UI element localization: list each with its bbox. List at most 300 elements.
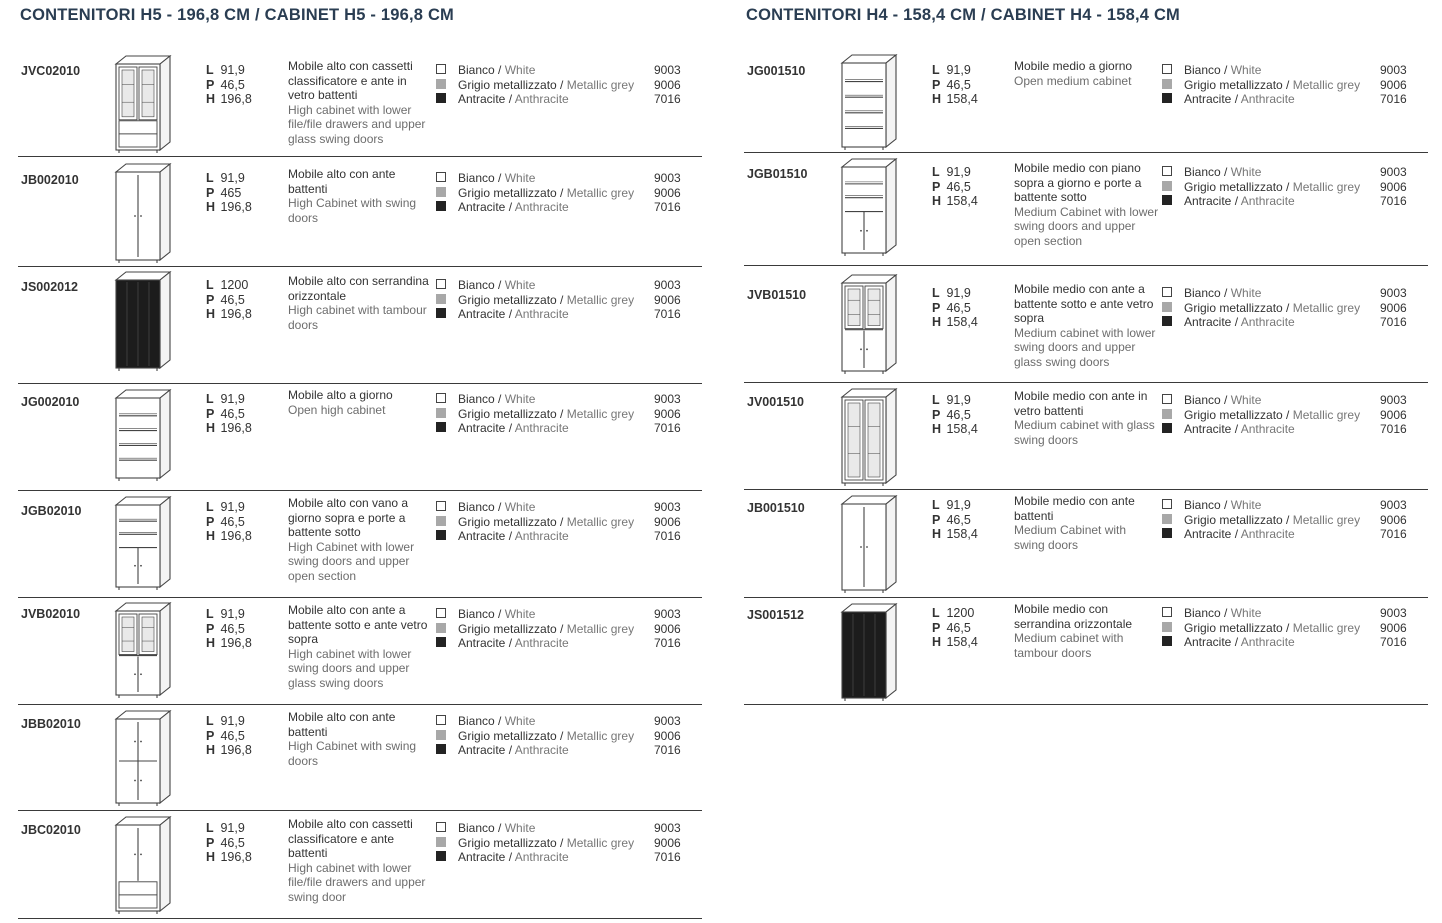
finish-option: Grigio metallizzato / Metallic grey 9006 — [1162, 621, 1422, 636]
cabinet-open-upper-doors-lower-icon — [114, 495, 176, 591]
dimension-width: L 91,9 — [206, 714, 245, 728]
finish-name-en: Anthracite — [514, 421, 569, 436]
description-it: Mobile medio con serrandina orizzontale — [1014, 602, 1133, 631]
cabinet-tambour-icon — [840, 602, 902, 702]
finish-ral-code: 9003 — [654, 392, 681, 406]
dimension-height: H 158,4 — [932, 315, 978, 330]
finish-name-en: Metallic grey — [566, 835, 635, 850]
finish-name-it: Antracite — [1184, 315, 1232, 330]
finish-ral-code: 7016 — [1380, 527, 1407, 542]
finish-ral-code: 7016 — [654, 307, 681, 322]
finish-name-it: Bianco — [458, 63, 495, 77]
finish-name-en: Metallic grey — [566, 292, 635, 307]
finish-name-it: Grigio metallizzato — [458, 835, 557, 850]
finish-option: Antracite / Anthracite 7016 — [1162, 635, 1422, 650]
product-code: JG001510 — [747, 64, 806, 78]
dimensions — [206, 63, 252, 107]
product-code: JS001512 — [747, 608, 805, 622]
product-code: JGB01510 — [747, 167, 808, 181]
product-row — [18, 384, 702, 491]
description-it: Mobile alto con ante a battente sotto e ante vetro sopra — [288, 603, 428, 647]
finish-name-it: Antracite — [458, 850, 506, 865]
product-code: JV001510 — [747, 395, 805, 409]
finish-ral-code: 7016 — [1380, 92, 1407, 107]
finish-ral-code: 9003 — [654, 500, 681, 514]
row-divider — [18, 918, 702, 920]
finish-name-it: Grigio metallizzato — [1184, 300, 1283, 315]
section-title: CONTENITORI H5 - 196,8 CM / CABINET H5 - 196,8 CM — [20, 6, 454, 24]
dimension-depth: P 46,5 — [932, 300, 971, 315]
color-swatch — [1162, 394, 1172, 404]
finish-name-en: Metallic grey — [566, 514, 635, 529]
finish-list — [1162, 393, 1422, 437]
finish-name-it: Grigio metallizzato — [1184, 512, 1283, 527]
finish-name-it: Antracite — [458, 307, 506, 322]
description-en: Medium Cabinet with lower swing doors and upper open section — [1014, 204, 1159, 248]
cabinet-swing-doors-icon — [114, 162, 176, 264]
dimension-width: L 91,9 — [932, 286, 971, 300]
finish-option: Antracite / Anthracite 7016 — [1162, 315, 1422, 330]
finish-name-en: Metallic grey — [566, 406, 635, 421]
finish-ral-code: 9003 — [1380, 606, 1407, 620]
dimension-height: H 158,4 — [932, 527, 978, 542]
finish-ral-code: 9003 — [1380, 498, 1407, 512]
finish-option: Grigio metallizzato / Metallic grey 9006 — [1162, 408, 1422, 423]
finish-name-it: Grigio metallizzato — [458, 621, 557, 636]
finish-name-it: Grigio metallizzato — [458, 185, 557, 200]
product-row — [18, 811, 702, 919]
finish-option: Bianco / White 9003 — [436, 821, 696, 836]
finish-ral-code: 7016 — [654, 636, 681, 651]
dimension-height: H 158,4 — [932, 194, 978, 209]
product-row — [18, 705, 702, 811]
dimension-depth: P 46,5 — [206, 292, 245, 307]
finish-ral-code: 7016 — [654, 850, 681, 865]
finish-ral-code: 9006 — [1380, 300, 1407, 315]
finish-name-en: Metallic grey — [1292, 512, 1361, 527]
finish-ral-code: 7016 — [1380, 635, 1407, 650]
finish-list — [1162, 165, 1422, 209]
finish-option: Grigio metallizzato / Metallic grey 9006 — [436, 836, 696, 851]
color-swatch — [436, 837, 446, 847]
finish-list — [436, 500, 696, 544]
dimension-width: L 91,9 — [932, 63, 971, 77]
dimension-height: H 196,8 — [206, 200, 252, 215]
product-code: JS002012 — [21, 280, 79, 294]
finish-option: Bianco / White 9003 — [1162, 165, 1422, 180]
description-it: Mobile alto con ante battenti — [288, 710, 396, 739]
dimension-height: H 158,4 — [932, 422, 978, 437]
finish-name-en: Anthracite — [514, 743, 569, 758]
cabinet-open-shelves-icon — [840, 53, 902, 151]
finish-option: Grigio metallizzato / Metallic grey 9006 — [1162, 78, 1422, 93]
finish-name-en: Anthracite — [1240, 194, 1295, 209]
product-description — [1014, 161, 1160, 249]
color-swatch — [1162, 636, 1172, 646]
dimension-height: H 196,8 — [206, 529, 252, 544]
finish-name-en: Anthracite — [1240, 315, 1295, 330]
dimensions — [932, 165, 978, 209]
finish-name-it: Antracite — [1184, 92, 1232, 107]
dimensions — [932, 63, 978, 107]
product-code: JB002010 — [21, 173, 79, 187]
finish-option: Bianco / White 9003 — [1162, 286, 1422, 301]
finish-ral-code: 9006 — [1380, 77, 1407, 92]
description-it: Mobile medio a giorno — [1014, 59, 1133, 73]
dimension-height: H 196,8 — [206, 421, 252, 436]
color-swatch — [1162, 64, 1172, 74]
product-code: JGB02010 — [21, 504, 82, 518]
color-swatch — [436, 516, 446, 526]
color-swatch — [1162, 607, 1172, 617]
finish-list — [1162, 498, 1422, 542]
color-swatch — [1162, 528, 1172, 538]
finish-name-it: Bianco — [1184, 63, 1221, 77]
color-swatch — [436, 393, 446, 403]
finish-name-en: Metallic grey — [1292, 77, 1361, 92]
finish-name-en: Anthracite — [514, 529, 569, 544]
description-it: Mobile medio con ante battenti — [1014, 494, 1135, 523]
dimensions — [206, 392, 252, 436]
color-swatch — [1162, 166, 1172, 176]
product-description — [288, 388, 434, 417]
product-code: JG002010 — [21, 395, 80, 409]
finish-name-it: Antracite — [1184, 422, 1232, 437]
finish-ral-code: 7016 — [654, 92, 681, 107]
color-swatch — [1162, 181, 1172, 191]
color-swatch — [436, 501, 446, 511]
finish-option: Bianco / White 9003 — [436, 278, 696, 293]
finish-ral-code: 7016 — [654, 529, 681, 544]
product-description — [1014, 59, 1160, 88]
finish-ral-code: 9003 — [654, 714, 681, 728]
finish-name-en: White — [1230, 286, 1262, 300]
color-swatch — [436, 822, 446, 832]
finish-option: Grigio metallizzato / Metallic grey 9006 — [436, 515, 696, 530]
row-divider — [744, 704, 1428, 706]
finish-option: Antracite / Anthracite 7016 — [436, 529, 696, 544]
cabinet-open-shelves-icon — [114, 388, 176, 482]
description-it: Mobile medio con ante in vetro battenti — [1014, 389, 1148, 418]
finish-option: Grigio metallizzato / Metallic grey 9006 — [436, 407, 696, 422]
finish-option: Antracite / Anthracite 7016 — [436, 421, 696, 436]
finish-name-en: Metallic grey — [1292, 407, 1361, 422]
dimension-width: L 91,9 — [206, 821, 245, 835]
product-row — [18, 598, 702, 705]
color-swatch — [436, 187, 446, 197]
description-en: Open medium cabinet — [1014, 73, 1132, 88]
finish-name-it: Antracite — [1184, 527, 1232, 542]
finish-name-en: Metallic grey — [1292, 300, 1361, 315]
finish-ral-code: 9006 — [1380, 620, 1407, 635]
finish-name-en: White — [504, 821, 536, 835]
color-swatch — [436, 408, 446, 418]
finish-ral-code: 9006 — [654, 292, 681, 307]
finish-name-en: Anthracite — [514, 850, 569, 865]
finish-name-it: Antracite — [458, 636, 506, 651]
finish-ral-code: 9006 — [654, 406, 681, 421]
finish-option: Bianco / White 9003 — [1162, 606, 1422, 621]
finish-name-it: Grigio metallizzato — [1184, 407, 1283, 422]
dimension-height: H 158,4 — [932, 635, 978, 650]
finish-option: Grigio metallizzato / Metallic grey 9006 — [1162, 301, 1422, 316]
dimensions — [206, 714, 252, 758]
finish-option: Bianco / White 9003 — [436, 500, 696, 515]
dimensions — [206, 171, 252, 215]
cabinet-doors-drawers-icon — [114, 815, 176, 915]
finish-ral-code: 7016 — [654, 743, 681, 758]
finish-name-en: Anthracite — [514, 636, 569, 651]
color-swatch — [1162, 287, 1172, 297]
finish-list — [1162, 606, 1422, 650]
product-code: JBC02010 — [21, 823, 81, 837]
dimension-width: L 91,9 — [932, 393, 971, 407]
color-swatch — [436, 530, 446, 540]
cabinet-double-swing-doors-icon — [114, 709, 176, 807]
dimension-width: L 91,9 — [206, 171, 245, 185]
finish-name-en: White — [504, 63, 536, 77]
color-swatch — [1162, 499, 1172, 509]
finish-name-en: Anthracite — [1240, 635, 1295, 650]
product-description — [1014, 389, 1160, 447]
finish-name-it: Antracite — [458, 743, 506, 758]
product-description — [288, 274, 434, 332]
color-swatch — [1162, 195, 1172, 205]
finish-option: Antracite / Anthracite 7016 — [436, 850, 696, 865]
dimensions — [932, 286, 978, 330]
finish-name-it: Grigio metallizzato — [458, 728, 557, 743]
finish-name-it: Grigio metallizzato — [458, 292, 557, 307]
section-title: CONTENITORI H4 - 158,4 CM / CABINET H4 - 158,4 CM — [746, 6, 1180, 24]
color-swatch — [1162, 302, 1172, 312]
dimension-depth: P 46,5 — [206, 406, 245, 421]
finish-ral-code: 9006 — [654, 728, 681, 743]
cabinet-tambour-icon — [114, 270, 176, 372]
product-code: JVC02010 — [21, 64, 81, 78]
dimensions — [206, 607, 252, 651]
finish-ral-code: 9003 — [654, 171, 681, 185]
dimensions — [932, 393, 978, 437]
finish-ral-code: 7016 — [654, 200, 681, 215]
finish-name-it: Bianco — [458, 171, 495, 185]
finish-option: Grigio metallizzato / Metallic grey 9006 — [1162, 180, 1422, 195]
finish-option: Grigio metallizzato / Metallic grey 9006 — [1162, 513, 1422, 528]
description-it: Mobile alto con ante battenti — [288, 167, 396, 196]
finish-name-it: Bianco — [1184, 165, 1221, 179]
finish-option: Antracite / Anthracite 7016 — [436, 636, 696, 651]
finish-name-it: Bianco — [1184, 393, 1221, 407]
finish-ral-code: 9003 — [1380, 165, 1407, 179]
finish-name-it: Bianco — [458, 278, 495, 292]
finish-name-it: Bianco — [458, 500, 495, 514]
dimension-width: L 91,9 — [206, 392, 245, 406]
dimension-depth: P 46,5 — [206, 514, 245, 529]
description-it: Mobile medio con ante a battente sotto e ante vetro sopra — [1014, 282, 1154, 326]
cabinet-open-upper-doors-lower-icon — [840, 157, 902, 257]
finish-name-en: Metallic grey — [566, 185, 635, 200]
dimension-depth: P 46,5 — [932, 179, 971, 194]
dimension-height: H 196,8 — [206, 307, 252, 322]
finish-name-en: White — [504, 607, 536, 621]
dimension-depth: P 465 — [206, 185, 242, 200]
product-description — [288, 710, 434, 768]
finish-name-en: White — [1230, 165, 1262, 179]
description-en: High cabinet with tambour doors — [288, 303, 427, 332]
dimension-width: L 91,9 — [932, 165, 971, 179]
product-description — [288, 496, 434, 584]
dimension-depth: P 46,5 — [206, 621, 245, 636]
description-it: Mobile alto a giorno — [288, 388, 393, 402]
finish-name-it: Antracite — [1184, 194, 1232, 209]
finish-name-it: Bianco — [458, 392, 495, 406]
color-swatch — [1162, 93, 1172, 103]
finish-list — [436, 821, 696, 865]
finish-option: Bianco / White 9003 — [436, 63, 696, 78]
finish-ral-code: 7016 — [1380, 422, 1407, 437]
product-description — [1014, 602, 1160, 660]
cabinet-glass-upper-doors-lower-icon — [840, 273, 902, 375]
dimensions — [206, 278, 252, 322]
finish-option: Bianco / White 9003 — [436, 392, 696, 407]
product-description — [288, 603, 434, 691]
description-en: Open high cabinet — [288, 402, 386, 417]
finish-name-it: Bianco — [1184, 286, 1221, 300]
finish-name-en: White — [1230, 498, 1262, 512]
description-en: High Cabinet with swing doors — [288, 739, 417, 768]
dimension-depth: P 46,5 — [206, 77, 245, 92]
description-en: High cabinet with lower file/file drawers and upper glass swing doors — [288, 102, 426, 146]
dimension-depth: P 46,5 — [932, 407, 971, 422]
description-en: Medium cabinet with tambour doors — [1014, 631, 1124, 660]
color-swatch — [436, 201, 446, 211]
finish-name-it: Grigio metallizzato — [1184, 77, 1283, 92]
finish-option: Antracite / Anthracite 7016 — [1162, 422, 1422, 437]
product-row — [744, 598, 1428, 705]
finish-option: Antracite / Anthracite 7016 — [436, 200, 696, 215]
finish-name-it: Grigio metallizzato — [1184, 179, 1283, 194]
finish-option: Grigio metallizzato / Metallic grey 9006 — [436, 293, 696, 308]
color-swatch — [436, 637, 446, 647]
finish-name-en: Metallic grey — [1292, 179, 1361, 194]
finish-name-en: White — [504, 500, 536, 514]
finish-option: Bianco / White 9003 — [436, 607, 696, 622]
finish-ral-code: 9003 — [654, 278, 681, 292]
finish-option: Bianco / White 9003 — [1162, 63, 1422, 78]
finish-list — [436, 278, 696, 322]
finish-ral-code: 7016 — [1380, 315, 1407, 330]
finish-name-it: Grigio metallizzato — [458, 514, 557, 529]
finish-name-en: Anthracite — [514, 200, 569, 215]
description-it: Mobile medio con piano sopra a giorno e porte a battente sotto — [1014, 161, 1142, 205]
color-swatch — [436, 172, 446, 182]
color-swatch — [436, 608, 446, 618]
product-row — [18, 491, 702, 598]
dimension-width: L 91,9 — [206, 63, 245, 77]
finish-name-it: Bianco — [1184, 606, 1221, 620]
product-code: JB001510 — [747, 501, 805, 515]
color-swatch — [1162, 514, 1172, 524]
dimension-width: L 91,9 — [206, 500, 245, 514]
finish-name-en: Anthracite — [1240, 527, 1295, 542]
finish-name-en: Anthracite — [1240, 92, 1295, 107]
finish-ral-code: 9003 — [654, 821, 681, 835]
color-swatch — [1162, 423, 1172, 433]
color-swatch — [436, 64, 446, 74]
finish-name-it: Bianco — [458, 607, 495, 621]
finish-option: Antracite / Anthracite 7016 — [1162, 527, 1422, 542]
finish-option: Antracite / Anthracite 7016 — [436, 743, 696, 758]
cabinet-swing-doors-icon — [840, 494, 902, 594]
finish-name-it: Bianco — [458, 714, 495, 728]
description-it: Mobile alto con serrandina orizzontale — [288, 274, 429, 303]
dimension-height: H 158,4 — [932, 92, 978, 107]
product-row — [744, 383, 1428, 490]
finish-option: Grigio metallizzato / Metallic grey 9006 — [436, 186, 696, 201]
finish-name-en: White — [504, 171, 536, 185]
finish-option: Antracite / Anthracite 7016 — [1162, 194, 1422, 209]
finish-name-en: Anthracite — [514, 92, 569, 107]
color-swatch — [436, 294, 446, 304]
description-en: High Cabinet with swing doors — [288, 196, 417, 225]
finish-name-it: Antracite — [458, 200, 506, 215]
description-en: High cabinet with lower file/file drawers and upper swing door — [288, 860, 426, 904]
finish-name-it: Antracite — [458, 529, 506, 544]
dimension-height: H 196,8 — [206, 636, 252, 651]
dimension-height: H 196,8 — [206, 743, 252, 758]
finish-ral-code: 9006 — [1380, 179, 1407, 194]
finish-ral-code: 7016 — [654, 421, 681, 436]
color-swatch — [1162, 409, 1172, 419]
finish-list — [436, 714, 696, 758]
description-it: Mobile alto con cassetti classificatore e ante in vetro battenti — [288, 59, 413, 103]
dimension-width: L 91,9 — [206, 607, 245, 621]
finish-ral-code: 9003 — [654, 63, 681, 77]
description-en: High Cabinet with lower swing doors and upper open section — [288, 539, 415, 583]
finish-name-en: White — [1230, 606, 1262, 620]
cabinet-glass-doors-icon — [840, 387, 902, 487]
finish-name-en: Anthracite — [1240, 422, 1295, 437]
finish-name-en: Metallic grey — [566, 728, 635, 743]
finish-ral-code: 9006 — [1380, 407, 1407, 422]
dimension-depth: P 46,5 — [932, 620, 971, 635]
product-row — [744, 153, 1428, 266]
finish-ral-code: 9006 — [1380, 512, 1407, 527]
dimension-height: H 196,8 — [206, 92, 252, 107]
color-swatch — [436, 730, 446, 740]
finish-option: Antracite / Anthracite 7016 — [436, 92, 696, 107]
product-code: JBB02010 — [21, 717, 81, 731]
finish-option: Grigio metallizzato / Metallic grey 9006 — [436, 78, 696, 93]
finish-list — [1162, 63, 1422, 107]
dimension-width: L 1200 — [932, 606, 975, 620]
cabinet-glass-doors-drawers-icon — [114, 54, 176, 154]
finish-name-en: Metallic grey — [566, 621, 635, 636]
finish-list — [1162, 286, 1422, 330]
color-swatch — [436, 279, 446, 289]
product-description — [288, 167, 434, 225]
finish-name-en: White — [504, 278, 536, 292]
finish-name-en: Metallic grey — [1292, 620, 1361, 635]
description-it: Mobile alto con cassetti classificatore e ante battenti — [288, 817, 413, 861]
dimension-depth: P 46,5 — [932, 77, 971, 92]
color-swatch — [436, 79, 446, 89]
finish-name-en: Anthracite — [514, 307, 569, 322]
dimension-depth: P 46,5 — [206, 728, 245, 743]
description-en: High cabinet with lower swing doors and upper glass swing doors — [288, 646, 412, 690]
finish-name-en: White — [504, 392, 536, 406]
product-row — [744, 490, 1428, 598]
finish-ral-code: 9006 — [654, 621, 681, 636]
